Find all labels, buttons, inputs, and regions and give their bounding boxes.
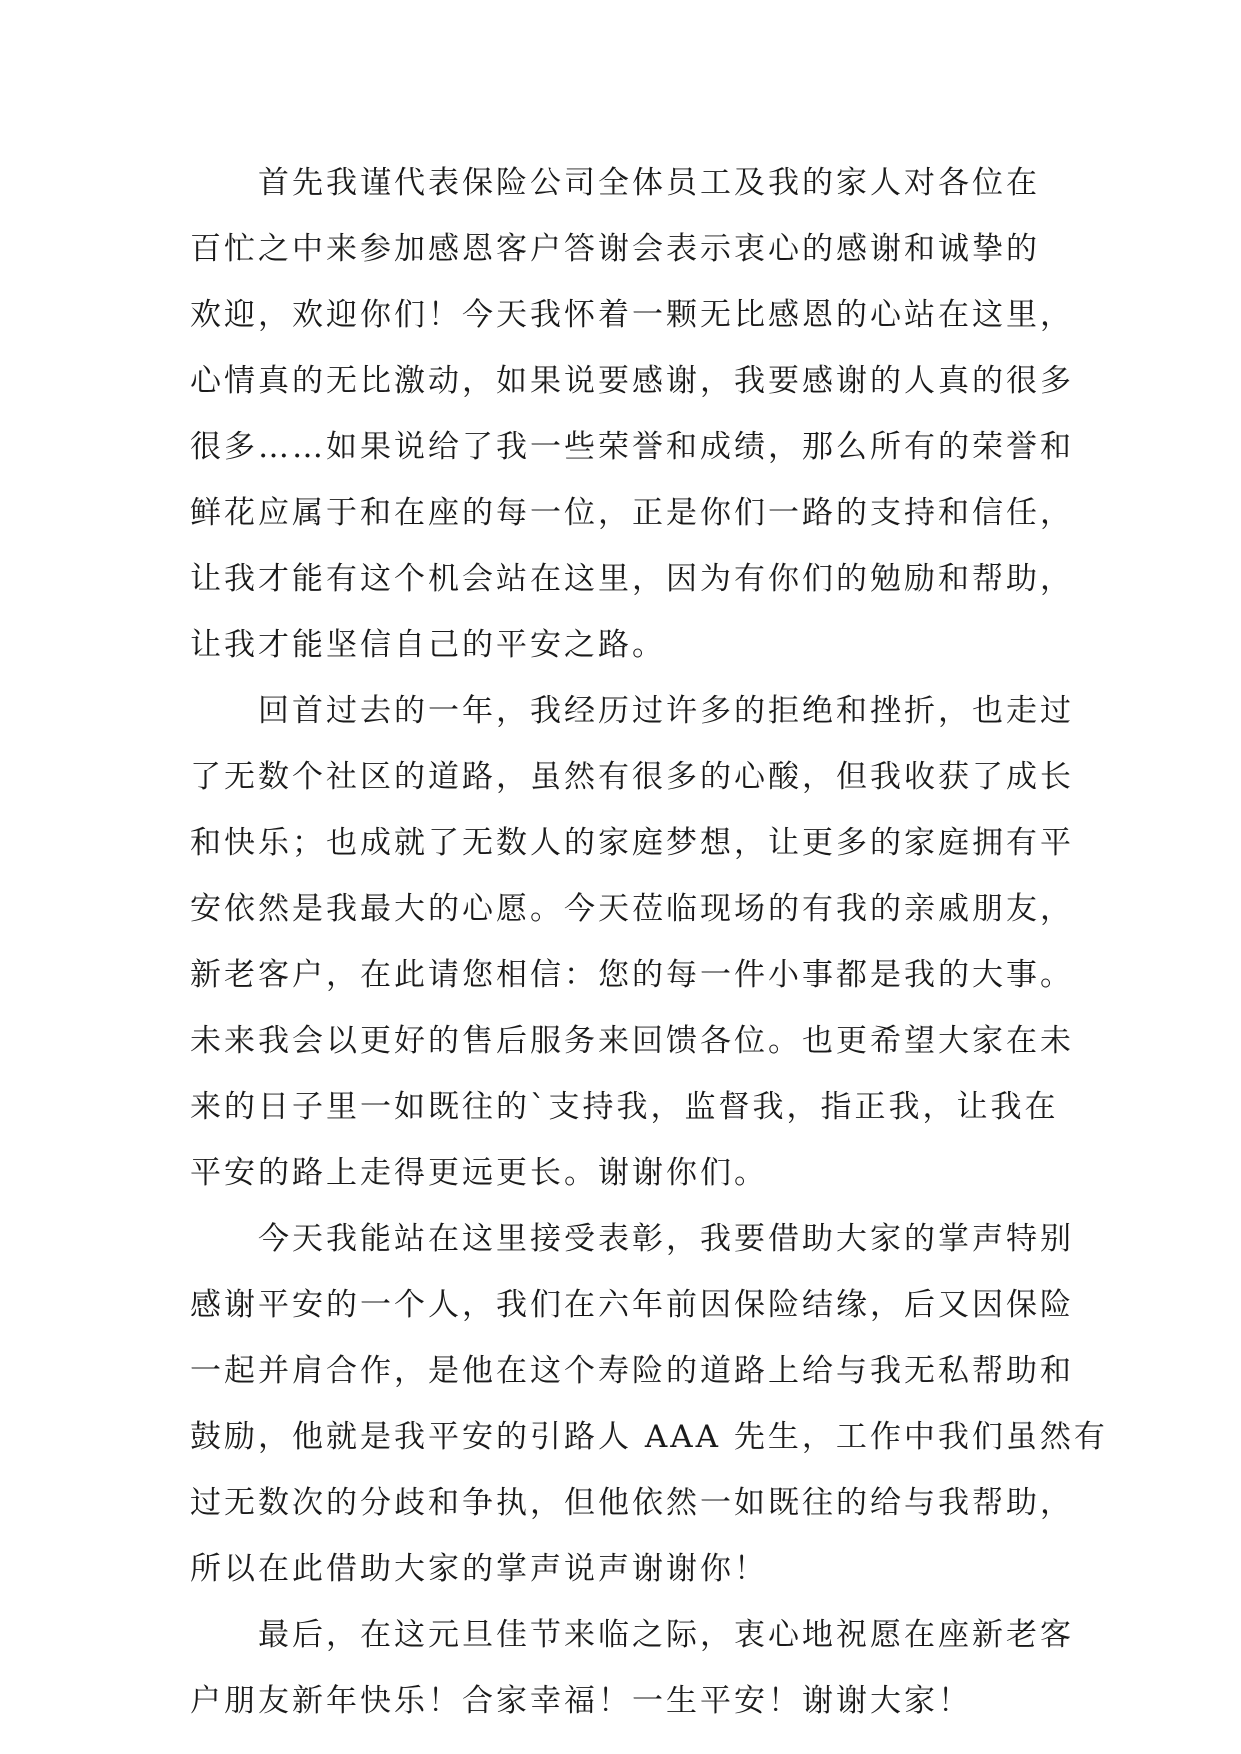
text-line: 心情真的无比激动，如果说要感谢，我要感谢的人真的很多: [190, 363, 1074, 399]
text-line: 户朋友新年快乐！合家幸福！一生平安！谢谢大家！: [190, 1683, 972, 1719]
text-line: 鼓励，他就是我平安的引路人 AAA 先生，工作中我们虽然有: [190, 1419, 1108, 1455]
paragraph-2: [190, 678, 1074, 1206]
paragraph-3: [190, 1206, 1108, 1602]
text-line: 让我才能坚信自己的平安之路。: [190, 627, 666, 663]
text-line: 了无数个社区的道路，虽然有很多的心酸，但我收获了成长: [190, 759, 1074, 795]
text-line: 来的日子里一如既往的`支持我，监督我，指正我，让我在: [190, 1089, 1059, 1125]
text-line: 欢迎，欢迎你们！今天我怀着一颗无比感恩的心站在这里，: [190, 297, 1074, 333]
text-line: 安依然是我最大的心愿。今天莅临现场的有我的亲戚朋友，: [190, 891, 1074, 927]
document-body: [190, 150, 1108, 1734]
text-line: 所以在此借助大家的掌声说声谢谢你！: [190, 1551, 768, 1587]
text-line: 很多……如果说给了我一些荣誉和成绩，那么所有的荣誉和: [190, 429, 1074, 465]
text-line: 感谢平安的一个人，我们在六年前因保险结缘，后又因保险: [190, 1287, 1074, 1323]
text-line: 和快乐；也成就了无数人的家庭梦想，让更多的家庭拥有平: [190, 825, 1074, 861]
paragraph-4: [190, 1602, 1074, 1734]
text-line: 首先我谨代表保险公司全体员工及我的家人对各位在: [258, 165, 1040, 201]
text-line: 未来我会以更好的售后服务来回馈各位。也更希望大家在未: [190, 1023, 1074, 1059]
text-line: 鲜花应属于和在座的每一位，正是你们一路的支持和信任，: [190, 495, 1074, 531]
text-line: 今天我能站在这里接受表彰，我要借助大家的掌声特别: [258, 1221, 1074, 1257]
text-line: 过无数次的分歧和争执，但他依然一如既往的给与我帮助，: [190, 1485, 1074, 1521]
text-line: 新老客户，在此请您相信：您的每一件小事都是我的大事。: [190, 957, 1074, 993]
text-line: 最后，在这元旦佳节来临之际，衷心地祝愿在座新老客: [258, 1617, 1074, 1653]
text-line: 让我才能有这个机会站在这里，因为有你们的勉励和帮助，: [190, 561, 1074, 597]
paragraph-1: [190, 150, 1074, 678]
text-line: 百忙之中来参加感恩客户答谢会表示衷心的感谢和诚挚的: [190, 231, 1040, 267]
text-line: 一起并肩合作，是他在这个寿险的道路上给与我无私帮助和: [190, 1353, 1074, 1389]
text-line: 平安的路上走得更远更长。谢谢你们。: [190, 1155, 768, 1191]
text-line: 回首过去的一年，我经历过许多的拒绝和挫折，也走过: [258, 693, 1074, 729]
